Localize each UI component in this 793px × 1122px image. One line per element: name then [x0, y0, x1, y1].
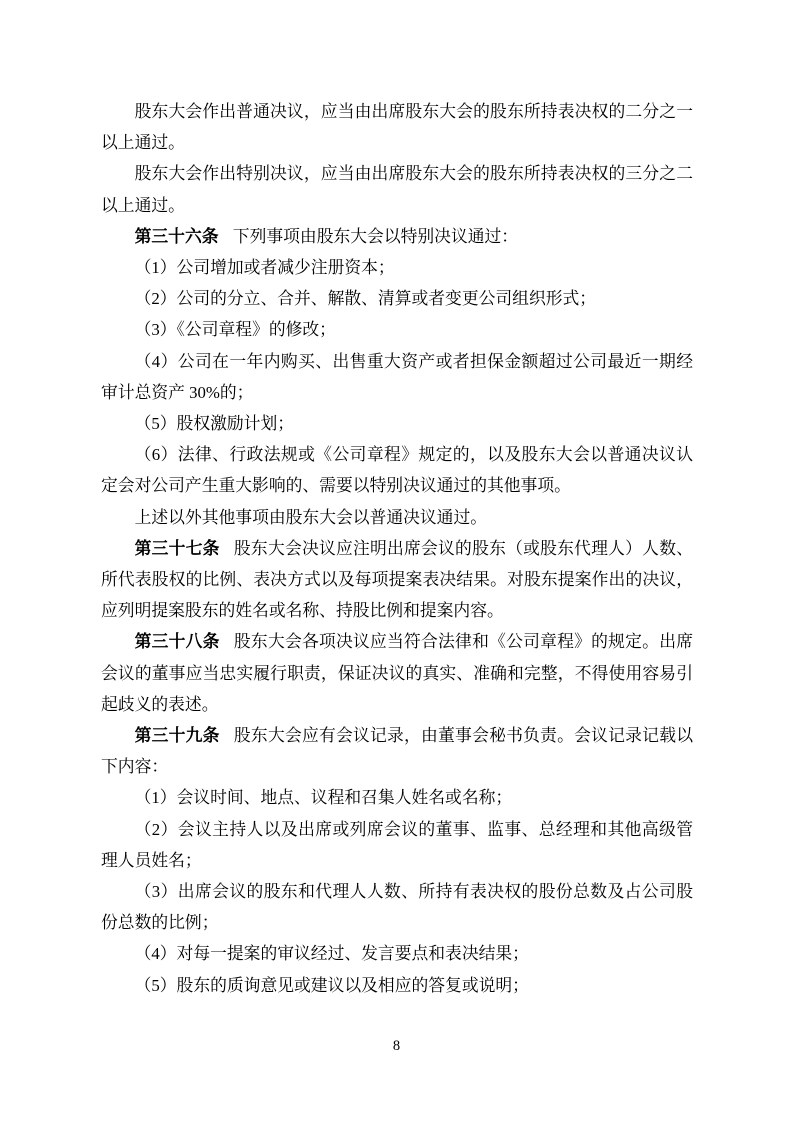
article-number: 第三十七条: [134, 538, 220, 558]
paragraph-text: （4）公司在一年内购买、出售重大资产或者担保金额超过公司最近一期经审计总资产 30%的；: [101, 351, 693, 402]
paragraph-text: 股东大会各项决议应当符合法律和《公司章程》的规定。出席会议的董事应当忠实履行职责，保证决议的真实、准确和完整，不得使用容易引起歧义的表述。: [101, 632, 693, 714]
paragraph-text: （5）股东的质询意见或建议以及相应的答复或说明；: [134, 975, 529, 995]
paragraph-article: [101, 626, 693, 720]
paragraph-text: （1）公司增加或者减少注册资本；: [134, 258, 395, 278]
paragraph-body: [101, 502, 693, 533]
paragraph-item: [101, 876, 693, 938]
paragraph-article: [101, 533, 693, 627]
paragraph-text: （2）公司的分立、合并、解散、清算或者变更公司组织形式；: [134, 289, 597, 309]
paragraph-text: 股东大会作出特别决议，应当由出席股东大会的股东所持表决权的三分之二以上通过。: [101, 164, 693, 215]
paragraph-text: （5）股权激励计划；: [134, 414, 295, 434]
paragraph-item: [101, 814, 693, 876]
paragraph-item: [101, 970, 693, 1001]
paragraph-item: [101, 782, 693, 813]
article-number: 第三十六条: [134, 226, 219, 246]
paragraph-text: （3）《公司章程》的修改；: [134, 320, 336, 340]
paragraph-item: [101, 439, 693, 501]
paragraph-text: 股东大会作出普通决议，应当由出席股东大会的股东所持表决权的二分之一以上通过。: [101, 102, 693, 153]
paragraph-text: 上述以外其他事项由股东大会以普通决议通过。: [134, 507, 488, 527]
paragraph-text: 下列事项由股东大会以特别决议通过：: [232, 226, 519, 246]
paragraph-body: [101, 158, 693, 220]
paragraph-article: [101, 221, 693, 252]
paragraph-item: [101, 346, 693, 408]
document-body: [101, 96, 693, 1001]
paragraph-item: [101, 252, 693, 283]
paragraph-text: （3）出席会议的股东和代理人人数、所持有表决权的股份总数及占公司股份总数的比例；: [101, 882, 693, 933]
paragraph-text: 股东大会决议应注明出席会议的股东（或股东代理人）人数、所代表股权的比例、表决方式以及每项提案表决结果。对股东提案作出的决议，应列明提案股东的姓名或名称、持股比例和提案内容。: [101, 538, 693, 621]
paragraph-item: [101, 283, 693, 314]
paragraph-item: [101, 314, 693, 345]
article-number: 第三十八条: [134, 632, 220, 652]
paragraph-text: （4）对每一提案的审议经过、发言要点和表决结果；: [134, 944, 529, 964]
paragraph-text: 股东大会应有会议记录，由董事会秘书负责。会议记录记载以下内容：: [101, 726, 693, 777]
paragraph-body: [101, 96, 693, 158]
paragraph-article: [101, 720, 693, 782]
paragraph-item: [101, 938, 693, 969]
paragraph-text: （1）会议时间、地点、议程和召集人姓名或名称；: [134, 788, 513, 808]
paragraph-item: [101, 408, 693, 439]
paragraph-text: （6）法律、行政法规或《公司章程》规定的，以及股东大会以普通决议认定会对公司产生重大影响的、需要以特别决议通过的其他事项。: [101, 445, 693, 496]
paragraph-text: （2）会议主持人以及出席或列席会议的董事、监事、总经理和其他高级管理人员姓名；: [101, 819, 693, 870]
page-number: 8: [392, 1038, 401, 1054]
article-number: 第三十九条: [134, 726, 220, 746]
